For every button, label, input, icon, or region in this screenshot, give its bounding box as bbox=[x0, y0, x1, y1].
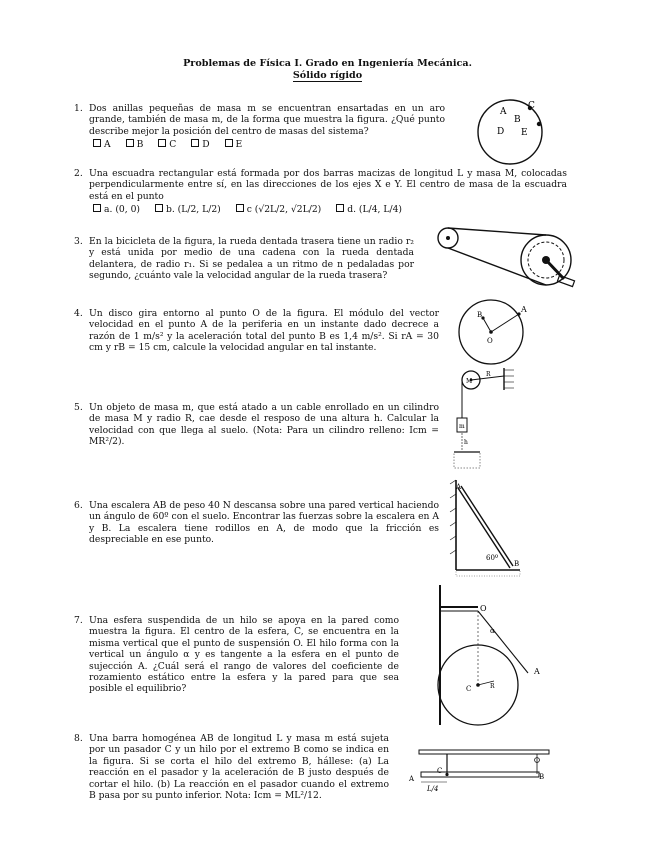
checkbox[interactable] bbox=[155, 204, 163, 212]
problem-1 bbox=[89, 103, 445, 151]
option-b[interactable] bbox=[155, 204, 221, 215]
checkbox[interactable] bbox=[126, 139, 134, 147]
rear-hub bbox=[446, 236, 450, 240]
label-h: h bbox=[464, 439, 468, 446]
option-a[interactable] bbox=[93, 139, 111, 150]
problem-number: 2. bbox=[74, 168, 83, 179]
problem-number: 1. bbox=[74, 103, 83, 114]
problem-number: 6. bbox=[74, 500, 83, 511]
label-b: B bbox=[514, 560, 520, 568]
sphere-figure bbox=[434, 585, 559, 725]
option-b[interactable] bbox=[126, 139, 144, 150]
problem-8 bbox=[89, 733, 389, 801]
label-b: B bbox=[514, 115, 521, 125]
option-c[interactable] bbox=[236, 204, 322, 215]
ring-figure bbox=[470, 97, 550, 167]
label-e: E bbox=[521, 128, 528, 138]
label-a: A bbox=[409, 775, 415, 783]
bicycle-chain-figure bbox=[434, 224, 584, 292]
floor-hatch bbox=[456, 570, 520, 576]
problem-number: 5. bbox=[74, 402, 83, 413]
thread bbox=[478, 611, 528, 673]
problem-text: Una escalera AB de peso 40 N descansa sobre una pared vertical haciendo un ángulo de 60º con el suelo. Encontrar las fuerzas sobre la escalera en A y B. La escalera tiene rodillos en A, de modo que la fricción es despreciable en ese punto. bbox=[89, 500, 439, 546]
checkbox[interactable] bbox=[225, 139, 233, 147]
checkbox[interactable] bbox=[93, 139, 101, 147]
option-d[interactable] bbox=[191, 139, 209, 150]
label-m-cylinder: M bbox=[466, 378, 473, 385]
label-o: O bbox=[480, 604, 487, 613]
label-a: A bbox=[521, 305, 527, 314]
checkbox[interactable] bbox=[336, 204, 344, 212]
problem-5 bbox=[89, 402, 439, 448]
radius-b bbox=[483, 318, 491, 332]
problem-4 bbox=[89, 308, 439, 354]
dimension-label: L/4 bbox=[427, 785, 439, 793]
label-a: A bbox=[500, 107, 507, 117]
radius-a bbox=[491, 314, 519, 332]
wall-hatch bbox=[450, 536, 456, 540]
problem-text: Una esfera suspendida de un hilo se apoya en la pared como muestra la figura. El centro de la esfera, C, se encuentra en la misma vertical que el punto de suspensión O. El hilo forma con la vertical un ángulo α y es tangente a la esfera en el punto de sujección A. ¿Cuál será el rango de valores del coeficiente de rozamiento estático entre la esfera y la pared para que sea posible el equilibrio? bbox=[89, 615, 399, 695]
label-d: D bbox=[497, 127, 505, 137]
label-c: C bbox=[437, 767, 443, 775]
problem-6 bbox=[89, 500, 439, 546]
document-title: Problemas de Física I. Grado en Ingeniería Mecánica. bbox=[183, 58, 472, 69]
ladder-rail bbox=[458, 488, 510, 568]
option-e[interactable] bbox=[225, 139, 243, 150]
option-label: B bbox=[136, 139, 144, 151]
checkbox[interactable] bbox=[93, 204, 101, 212]
problem-number: 7. bbox=[74, 615, 83, 626]
option-d[interactable] bbox=[336, 204, 402, 215]
checkbox[interactable] bbox=[158, 139, 166, 147]
problem-text: Dos anillas pequeñas de masa m se encuentran ensartadas en un aro grande, también de masa m, de la forma que muestra la figura. ¿Qué punto describe mejor la posición del centro de masas del sistema? bbox=[89, 103, 445, 137]
label-a: A bbox=[534, 667, 540, 676]
problem-text: En la bicicleta de la figura, la rueda dentada trasera tiene un radio r₂ y está unida por medio de una cadena con la rueda dentada delantera, de radio r₁. Si se pedalea a un ritmo de n pedaladas por segundo, ¿cuánto vale la velocidad angular de la rueda trasera? bbox=[89, 236, 414, 282]
ladder-figure bbox=[448, 478, 524, 580]
label-b: B bbox=[539, 773, 545, 781]
wall-hatch bbox=[450, 508, 456, 512]
options-row bbox=[89, 204, 567, 215]
problem-number: 4. bbox=[74, 308, 83, 319]
label-r: R bbox=[486, 371, 491, 378]
ring-bead-e bbox=[537, 122, 541, 126]
subtitle-text: Sólido rígido bbox=[292, 70, 363, 81]
problem-number: 8. bbox=[74, 733, 83, 744]
ceiling bbox=[419, 750, 549, 754]
problem-text: Una escuadra rectangular está formada por dos barras macizas de longitud L y masa M, colocadas perpendicularmente entre sí, en las direcciones de los ejes X e Y. El centro de masa de la escuadra está en el punto bbox=[89, 168, 567, 202]
option-label: D bbox=[202, 139, 210, 151]
angle-label: 60º bbox=[486, 554, 499, 562]
checkbox[interactable] bbox=[191, 139, 199, 147]
wall-hatch bbox=[450, 494, 456, 498]
problem-text: Un disco gira entorno al punto O de la figura. El módulo del vector velocidad en el punto A de la periferia en un instante dado decrece a razón de 1 m/s² y la aceleración total del punto B es 1,4 m/s². Si rA = 30 cm y rB = 15 cm, calcule la velocidad angular en tal instante. bbox=[89, 308, 439, 354]
option-label: C bbox=[169, 139, 177, 151]
option-c[interactable] bbox=[158, 139, 176, 150]
options-row bbox=[89, 139, 445, 150]
document-subtitle bbox=[0, 70, 655, 82]
label-r: R bbox=[490, 683, 495, 690]
label-c: C bbox=[528, 101, 535, 111]
label-mass: m bbox=[459, 423, 465, 430]
label-a: A bbox=[456, 483, 462, 491]
option-label: E bbox=[235, 139, 243, 151]
problem-2 bbox=[89, 168, 567, 216]
option-label: c (√2L/2, √2L/2) bbox=[246, 204, 322, 216]
chain-top bbox=[448, 228, 546, 235]
pin-c bbox=[445, 773, 448, 776]
cylinder-figure bbox=[456, 368, 516, 476]
wall-hatch bbox=[450, 522, 456, 526]
label-c: C bbox=[466, 685, 472, 693]
option-label: d. (L/4, L/4) bbox=[347, 204, 403, 216]
problem-3 bbox=[89, 236, 414, 282]
label-o: O bbox=[487, 337, 493, 345]
problem-number: 3. bbox=[74, 236, 83, 247]
bar-figure bbox=[405, 746, 553, 796]
angle-alpha: α bbox=[490, 627, 495, 635]
checkbox[interactable] bbox=[236, 204, 244, 212]
problem-text: Un objeto de masa m, que está atado a un cable enrollado en un cilindro de masa M y radio R, cae desde el resposo de una altura h. Calcular la velocidad con que llega al suelo. (Nota: Para un cilindro relleno: Icm = MR²/2). bbox=[89, 402, 439, 448]
option-a[interactable] bbox=[93, 204, 140, 215]
ground-hatch bbox=[454, 452, 480, 468]
disk-figure bbox=[455, 298, 535, 370]
problem-7 bbox=[89, 615, 399, 695]
option-label: a. (0, 0) bbox=[104, 204, 141, 216]
wall-hatch bbox=[450, 550, 456, 554]
option-label: A bbox=[104, 139, 111, 151]
option-label: b. (L/2, L/2) bbox=[165, 204, 221, 216]
problem-text: Una barra homogénea AB de longitud L y masa m está sujeta por un pasador C y un hilo por el extremo B como se indica en la figura. Si se corta el hilo del extremo B, hállese: (a) La reacción en el pasador y la aceleración de B justo después de cortar el hilo. (b) La reacción en el pasador cuando el extremo B pasa por su punto inferior. Nota: Icm = ML²/12. bbox=[89, 733, 389, 802]
label-b: B bbox=[477, 311, 483, 319]
